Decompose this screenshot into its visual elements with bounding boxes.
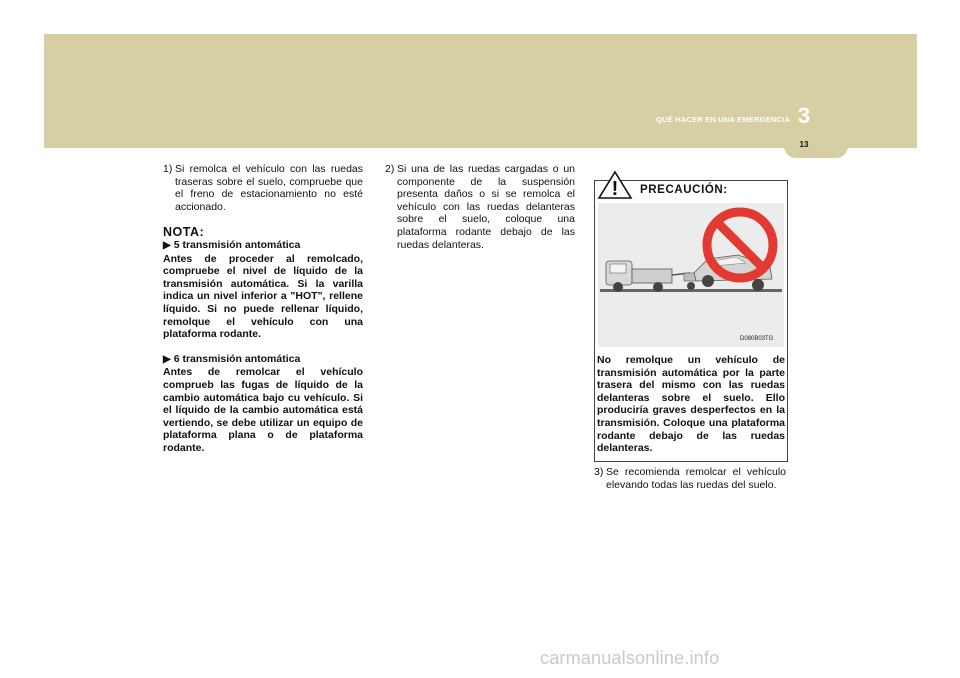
- list-number: 3): [594, 466, 604, 478]
- chapter-number: 3: [797, 103, 811, 128]
- list-item-3: [594, 466, 786, 491]
- page-number: 13: [799, 140, 809, 149]
- column-2: [385, 163, 575, 251]
- truck-wheel: [613, 282, 623, 292]
- list-item-1: [163, 163, 363, 213]
- note-text-1: Antes de proceder al remolcado, compruebe el nivel de líquido de la transmisión automática. Si la varilla indica un nivel inferior a "HOT", rellene líquido. Si no puede rellenar líquido, remolque el vehículo con una plataforma rodante.: [163, 252, 363, 341]
- section-title: QUÉ HACER EN UNA EMERGENCIA: [656, 115, 790, 124]
- image-code: D080B03TG: [740, 336, 774, 342]
- arrow-right-icon: ▶: [163, 353, 171, 365]
- note-text-2: Antes de remolcar el vehículo comprueb las fugas de líquido de la cambio automática bajo cu vehículo. Si el líquido de la cambio automática está vertiendo, se debe utilizar un equipo de plataforma plana o de plataforma rodante.: [163, 366, 363, 454]
- no-entry-icon: [700, 205, 780, 285]
- caution-title: PRECAUCIÓN:: [640, 184, 728, 196]
- list-number: 2): [385, 163, 395, 175]
- svg-text:!: !: [611, 178, 619, 200]
- subheading-text: 6 transmisión antomática: [173, 352, 301, 365]
- list-item-2: [385, 163, 575, 251]
- list-number: 1): [163, 163, 173, 175]
- watermark: carmanualsonline.info: [540, 648, 720, 668]
- dolly-wheel: [687, 282, 695, 290]
- header-band: [44, 34, 917, 148]
- note-subheading-1: [163, 239, 363, 253]
- truck-wheel: [653, 282, 663, 292]
- arrow-right-icon: ▶: [163, 239, 171, 251]
- warning-triangle-icon: [597, 170, 633, 200]
- column-1: [163, 163, 363, 454]
- subheading-text: 5 transmisión antomática: [173, 238, 301, 251]
- list-text: Se recomienda remolcar el vehículo elevando todas las ruedas del suelo.: [606, 466, 786, 491]
- note-title: NOTA:: [163, 225, 205, 240]
- truck-bed: [632, 269, 672, 283]
- caution-text: No remolque un vehículo de transmisión automática por la parte trasera del mismo con las ruedas delanteras sobre el suelo. Ello produciría graves desperfectos en la transmisión. Coloque una plataforma rodante debajo de las ruedas delanteras.: [597, 354, 785, 455]
- column-3: [594, 466, 786, 491]
- note-subheading-2: [163, 353, 363, 367]
- truck-window: [610, 264, 626, 273]
- list-text: Si una de las ruedas cargadas o un componente de la suspensión presenta daños o si se remolca el vehículo con las ruedas delanteras sobre el suelo, coloque una plataforma rodante debajo de las ruedas delanteras.: [397, 163, 575, 251]
- list-text: Si remolca el vehículo con las ruedas traseras sobre el suelo, compruebe que el freno de estacionamiento no esté accionado.: [175, 163, 363, 213]
